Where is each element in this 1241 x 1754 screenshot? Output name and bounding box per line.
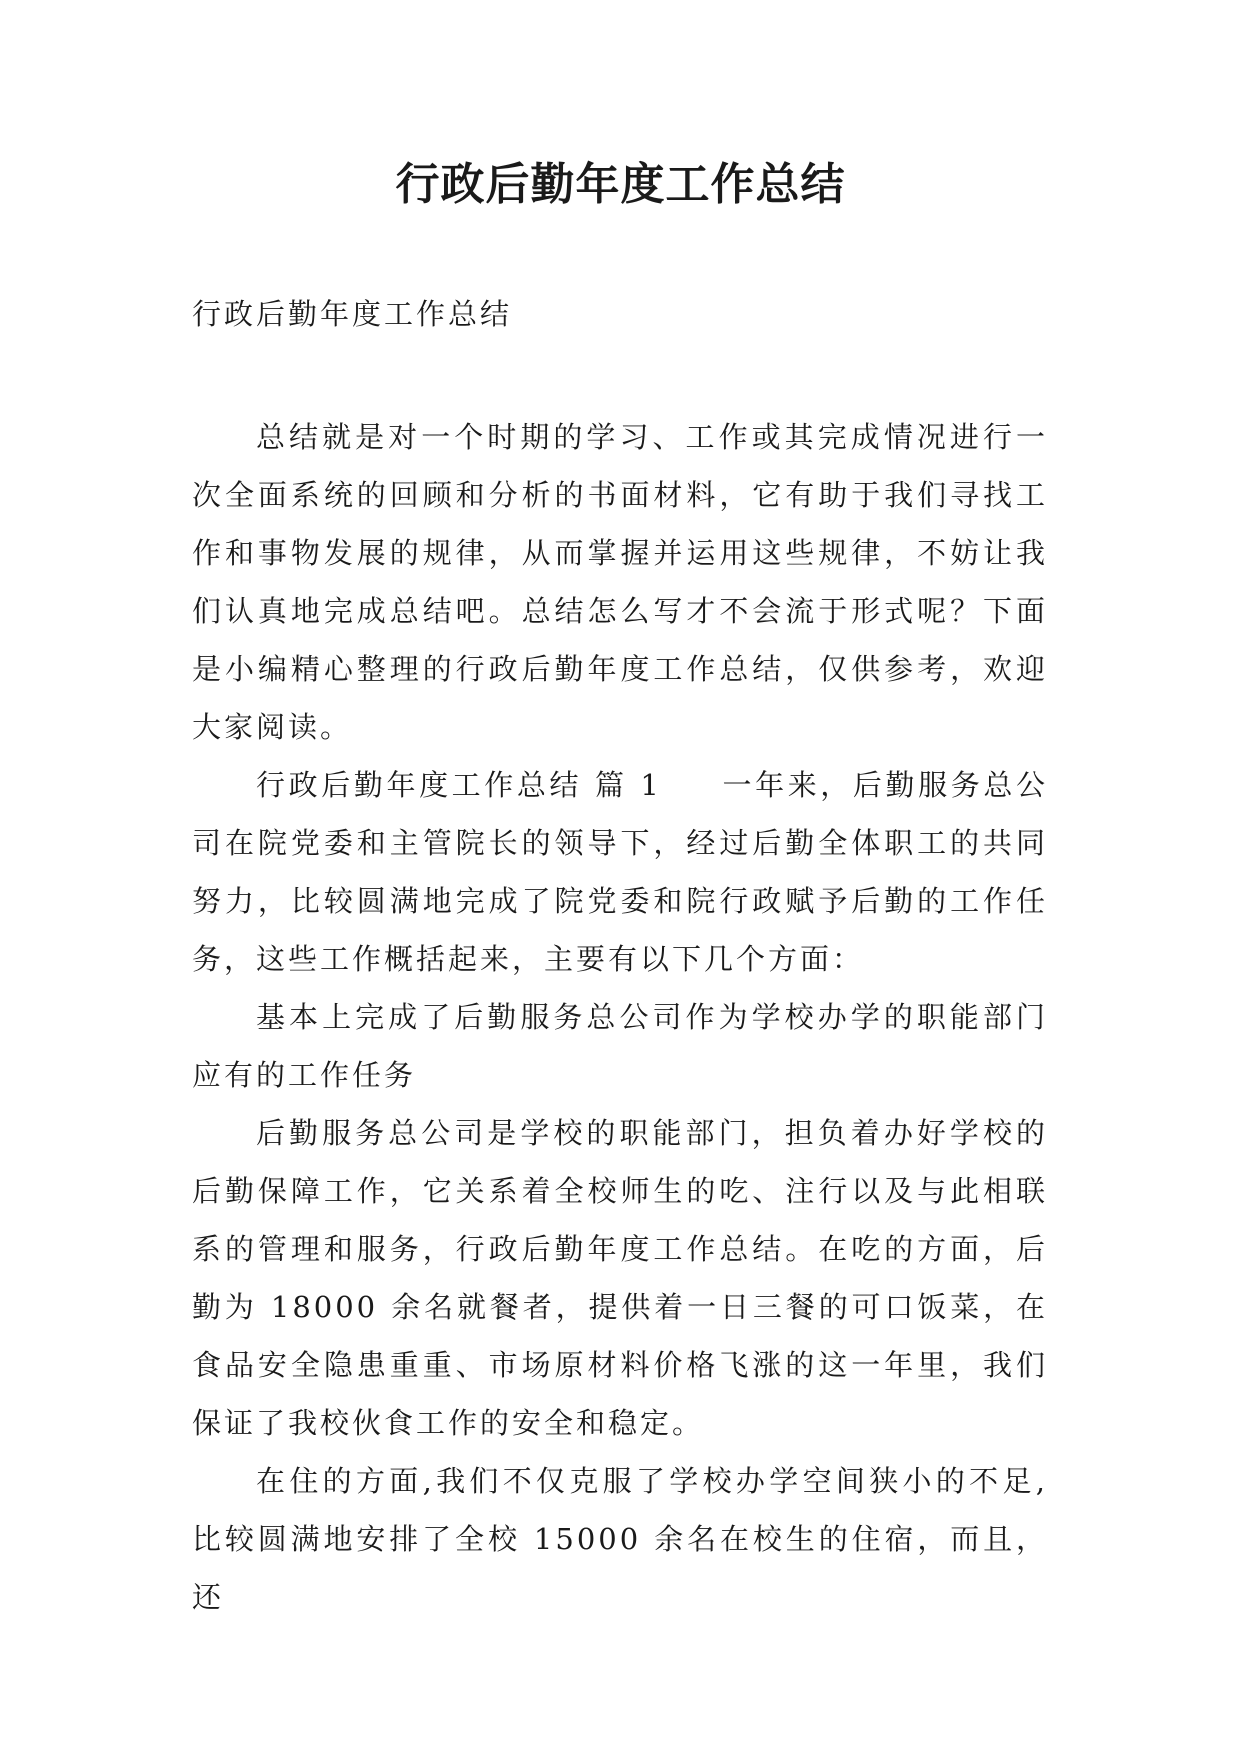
intro-paragraph: 总结就是对一个时期的学习、工作或其完成情况进行一次全面系统的回顾和分析的书面材料，它有助于我们寻找工作和事物发展的规律，从而掌握并运用这些规律，不妨让我们认真地完成总结吧。总结怎么写才不会流于形式呢？下面是小编精心整理的行政后勤年度工作总结，仅供参考，欢迎大家阅读。 (192, 420, 1048, 744)
document-body (192, 408, 1048, 1626)
task-paragraph: 基本上完成了后勤服务总公司作为学校办学的职能部门应有的工作任务 (192, 1000, 1048, 1092)
document-title: 行政后勤年度工作总结 (395, 159, 846, 210)
section-heading: 行政后勤年度工作总结 篇 1 (256, 768, 662, 802)
section-body: 一年来，后勤服务总公司在院党委和主管院长的领导下，经过后勤全体职工的共同努力，比较圆满地完成了院党委和院行政赋予后勤的工作任务，这些工作概括起来，主要有以下几个方面： (192, 768, 1048, 976)
housing-paragraph: 在住的方面,我们不仅克服了学校办学空间狭小的不足,比较圆满地安排了全校 15000 余名在校生的住宿，而且，还 (192, 1464, 1048, 1614)
section-paragraph (192, 756, 1048, 988)
document-subtitle: 行政后勤年度工作总结 (192, 297, 513, 331)
food-paragraph: 后勤服务总公司是学校的职能部门，担负着办好学校的后勤保障工作，它关系着全校师生的吃、注行以及与此相联系的管理和服务，行政后勤年度工作总结。在吃的方面，后勤为 18000 余名就餐者，提供着一日三餐的可口饭菜，在食品安全隐患重重、市场原材料价格飞涨的这一年里，我们保证了我校伙食工作的安全和稳定。 (192, 1116, 1048, 1440)
